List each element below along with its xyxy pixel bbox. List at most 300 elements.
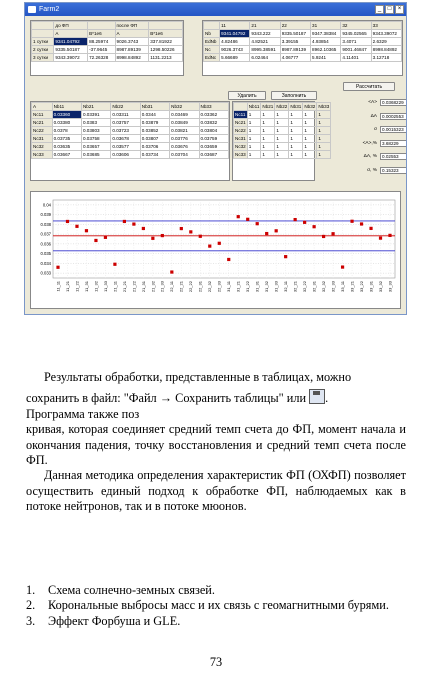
table-row[interactable] xyxy=(204,38,402,46)
table-row[interactable] xyxy=(32,135,229,143)
table-cell[interactable]: 4.11401 xyxy=(341,54,371,62)
table-cell[interactable]: EdNb xyxy=(204,38,220,46)
data-point xyxy=(123,220,126,223)
table-cell[interactable]: -37.9645 xyxy=(88,46,115,54)
table-cell[interactable]: 3.4071 xyxy=(341,38,371,46)
data-point xyxy=(331,232,334,235)
table-cell[interactable]: 1 xyxy=(275,119,289,127)
table-cell[interactable]: 1 xyxy=(289,135,303,143)
data-point xyxy=(237,215,240,218)
data-point xyxy=(322,235,325,238)
table-cell[interactable]: Nc33 xyxy=(235,152,246,157)
summary-label: <A>,% xyxy=(362,140,377,146)
x-tick-label: 11_32 xyxy=(93,281,99,292)
table-row[interactable] xyxy=(32,143,229,151)
table-cell[interactable]: Nc22 xyxy=(235,128,246,133)
summary-value[interactable]: 0.0015323 xyxy=(380,126,407,133)
data-point xyxy=(66,220,69,223)
app-icon xyxy=(28,6,36,13)
table-cell[interactable]: 1 xyxy=(247,111,261,119)
table-cell[interactable]: 0.03759 xyxy=(199,135,228,143)
table-cell[interactable]: 0.03879 xyxy=(140,119,169,127)
table-cell[interactable]: 337.81922 xyxy=(149,38,183,46)
page-number: 73 xyxy=(209,655,223,669)
x-tick-label: 33_22 xyxy=(358,281,364,293)
data-point xyxy=(189,230,192,233)
x-tick-label: 31_11 xyxy=(226,281,232,292)
table-cell[interactable]: 0.03849 xyxy=(170,119,199,127)
y-tick-label: 0.04 xyxy=(42,202,51,208)
table-header[interactable]: Nb32 xyxy=(304,104,316,109)
data-point xyxy=(265,232,268,235)
data-point xyxy=(227,258,230,261)
table-row[interactable] xyxy=(204,30,402,38)
table-cell[interactable]: Nc11 xyxy=(32,111,53,119)
table-header[interactable]: Nb33 xyxy=(318,104,330,109)
table-row[interactable] xyxy=(32,38,183,46)
x-tick-label: 32_31 xyxy=(311,281,317,293)
table-cell[interactable]: 1 xyxy=(317,135,331,143)
data-point xyxy=(75,225,78,228)
table-cell[interactable]: Nc21 xyxy=(32,119,53,127)
x-tick-label: 32_32 xyxy=(321,281,326,293)
list-number: 1. xyxy=(26,583,36,597)
y-tick-label: 0.034 xyxy=(40,260,51,266)
table-cell[interactable]: 1 xyxy=(317,127,331,135)
table-header[interactable]: 31 xyxy=(311,22,341,30)
table-cell[interactable]: 1 xyxy=(317,151,331,159)
table-cell[interactable]: 0.03735 xyxy=(52,135,81,143)
x-tick-label: 11_31 xyxy=(83,281,89,292)
table-cell[interactable]: 1 xyxy=(289,119,303,127)
data-point xyxy=(170,270,173,273)
table-header[interactable]: 33 xyxy=(371,22,401,30)
table-cell[interactable]: 1 xyxy=(247,127,261,135)
table-cell[interactable]: 1 сутки xyxy=(32,38,54,46)
table-cell[interactable]: 1 xyxy=(317,143,331,151)
x-tick-label: 32_21 xyxy=(292,281,298,293)
table-cell[interactable]: 0.03360 xyxy=(52,111,81,119)
table-subheader[interactable]: A xyxy=(54,30,88,38)
table-cell[interactable]: 1 xyxy=(261,127,275,135)
table-cell[interactable]: 0.03803 xyxy=(81,127,110,135)
table-cell[interactable]: 9347.38384 xyxy=(311,30,341,38)
table-cell[interactable]: 9001.46847 xyxy=(341,46,371,54)
list-text: Эффект Форбуша и GLE. xyxy=(48,613,181,628)
table-cell[interactable]: Nc32 xyxy=(32,143,53,151)
list-text: Схема солнечно-земных связей. xyxy=(48,583,215,597)
table-row[interactable] xyxy=(204,46,402,54)
table-cell[interactable]: 9335.50187 xyxy=(54,46,88,54)
data-point xyxy=(303,221,306,224)
table-cell[interactable]: 0.03678 xyxy=(111,135,140,143)
list-item xyxy=(26,583,406,598)
table-cell[interactable]: 0.03657 xyxy=(81,143,110,151)
table-cell[interactable]: 1 xyxy=(247,151,261,159)
summary-row xyxy=(355,126,407,133)
table-cell[interactable]: 1 xyxy=(303,119,317,127)
table-cell[interactable]: 0.03687 xyxy=(199,151,228,159)
data-point xyxy=(104,236,107,239)
summary-value[interactable]: 0.0368229 xyxy=(380,99,407,106)
summary-label: σ, % xyxy=(367,167,377,173)
recalculate-button[interactable]: Рассчитать xyxy=(343,82,395,91)
table-cell[interactable]: 0.03704 xyxy=(170,151,199,159)
table-cell[interactable]: 1 xyxy=(303,135,317,143)
table-cell[interactable]: 4.82521 xyxy=(250,38,280,46)
x-tick-label: 21_21 xyxy=(121,281,127,293)
x-tick-label: 31_21 xyxy=(235,281,241,293)
summary-value[interactable]: 0.02553 xyxy=(380,153,407,160)
data-point xyxy=(246,218,249,221)
table-header[interactable]: Nb11 xyxy=(248,104,260,109)
table-cell[interactable]: 1 xyxy=(289,143,303,151)
table-cell[interactable]: Nc33 xyxy=(32,151,53,159)
table-cell[interactable]: 1 xyxy=(275,127,289,135)
x-tick-label: 31_32 xyxy=(264,281,270,293)
table-row[interactable] xyxy=(32,127,229,135)
data-point xyxy=(313,225,316,228)
summary-row xyxy=(355,140,407,147)
data-point xyxy=(142,227,145,230)
table-cell[interactable]: 1 xyxy=(261,119,275,127)
table-cell[interactable]: 0.03804 xyxy=(199,127,228,135)
table-header[interactable]: Nb31 xyxy=(140,103,169,111)
table-header[interactable]: Nb33 xyxy=(199,103,228,111)
table-row[interactable] xyxy=(234,111,331,119)
x-tick-label: 31_33 xyxy=(273,281,279,293)
table-subheader[interactable]: B*1e6 xyxy=(88,30,115,38)
table-row[interactable] xyxy=(234,151,331,159)
table-cell[interactable]: 5.9241 xyxy=(311,54,341,62)
x-tick-label: 32_22 xyxy=(302,281,308,293)
summary-row xyxy=(355,99,407,106)
table-cell[interactable]: 1 xyxy=(303,111,317,119)
table-cell[interactable]: 1 xyxy=(261,151,275,159)
table-cell[interactable]: 0.03734 xyxy=(140,151,169,159)
table-cell[interactable]: 8962.10365 xyxy=(311,46,341,54)
data-point xyxy=(208,245,211,248)
table-cell[interactable]: 0.03852 xyxy=(140,127,169,135)
table-cell[interactable]: 1 xyxy=(247,143,261,151)
x-tick-label: 31_22 xyxy=(245,281,251,293)
table-cell[interactable]: 8995.38591 xyxy=(250,46,280,54)
table-cell[interactable]: 72.26328 xyxy=(88,54,115,62)
table-header[interactable] xyxy=(32,22,54,30)
x-tick-label: 22_22 xyxy=(188,281,194,293)
table-cell[interactable]: 0.0344 xyxy=(140,111,169,119)
table-cell[interactable]: 2 сутки xyxy=(32,46,54,54)
table-header[interactable]: Nb11 xyxy=(52,103,81,111)
paragraph-1: Результаты обработки, представленные в таблицах, можно xyxy=(44,370,352,384)
table-cell[interactable]: 9341.04792 xyxy=(220,30,250,38)
x-tick-label: 11_33 xyxy=(102,281,108,292)
table-header[interactable]: A xyxy=(32,103,53,111)
x-tick-label: 33_21 xyxy=(349,281,355,293)
minimize-button[interactable]: _ xyxy=(375,5,384,14)
x-tick-label: 33_33 xyxy=(387,281,393,293)
table-header[interactable]: Nb21 xyxy=(81,103,110,111)
table-header[interactable]: до ФП xyxy=(54,22,88,30)
summary-label: ΔA, % xyxy=(363,154,377,159)
table-cell[interactable]: 9343.39072 xyxy=(371,30,401,38)
table-subheader[interactable]: B*1e6 xyxy=(149,30,183,38)
fill-button[interactable]: Заполнить xyxy=(271,91,317,100)
table-header[interactable] xyxy=(88,22,115,30)
table-cell[interactable]: 3.39155 xyxy=(280,38,310,46)
data-point xyxy=(275,229,278,232)
data-point xyxy=(341,265,344,268)
table-cell[interactable]: 0.03723 xyxy=(111,127,140,135)
data-point xyxy=(369,227,372,230)
table-cell[interactable]: 0.03676 xyxy=(170,143,199,151)
table-cell[interactable]: 0.03606 xyxy=(111,151,140,159)
table-row[interactable] xyxy=(234,127,331,135)
table-cell[interactable]: 0.0383 xyxy=(81,119,110,127)
table-header[interactable]: 22 xyxy=(280,22,310,30)
table-cell[interactable]: 5.66689 xyxy=(220,54,250,62)
delete-button[interactable]: Удалить xyxy=(228,91,266,100)
summary-value[interactable]: 0.0002553 xyxy=(380,113,407,120)
table-cell[interactable]: 0.03659 xyxy=(199,143,228,151)
mask-table[interactable] xyxy=(232,101,330,181)
data-point xyxy=(132,222,135,225)
data-point xyxy=(94,239,97,242)
table-row[interactable] xyxy=(32,54,183,62)
farm2-window xyxy=(24,2,407,315)
table-row[interactable] xyxy=(32,111,229,119)
paragraph-4: кривая, которая соединяет средний темп счета до ФП, момент начала и окончания падения, точку восстановления и средний темп счета после ФП. xyxy=(26,422,406,468)
table-cell[interactable]: 9345.02565 xyxy=(341,30,371,38)
ratio-chart xyxy=(30,191,401,309)
table-cell[interactable]: 1 xyxy=(275,143,289,151)
y-tick-label: 0.033 xyxy=(40,270,51,276)
table-cell[interactable]: 0.03667 xyxy=(52,151,81,159)
table-cell[interactable]: 4.06777 xyxy=(280,54,310,62)
table-cell[interactable]: 0.03685 xyxy=(81,151,110,159)
x-tick-label: 22_33 xyxy=(216,281,222,293)
table-cell[interactable]: 0.03362 xyxy=(199,111,228,119)
summary-row xyxy=(355,113,407,120)
x-tick-label: 21_22 xyxy=(131,281,137,293)
table-cell[interactable]: 1298.50226 xyxy=(149,46,183,54)
list-item xyxy=(26,614,406,629)
data-point xyxy=(218,242,221,245)
table-cell[interactable]: Nc11 xyxy=(235,112,246,117)
table-cell[interactable]: 9343.39072 xyxy=(54,54,88,62)
table-cell[interactable]: 1 xyxy=(247,119,261,127)
table-row[interactable] xyxy=(32,151,229,159)
table-row[interactable] xyxy=(32,46,183,54)
document-body xyxy=(26,370,406,515)
table-cell[interactable]: 1 xyxy=(303,127,317,135)
table-cell[interactable]: 0.03758 xyxy=(81,135,110,143)
table-cell[interactable]: 1 xyxy=(275,111,289,119)
table-cell[interactable]: 1131.2213 xyxy=(149,54,183,62)
table-row[interactable] xyxy=(32,119,229,127)
data-point xyxy=(151,237,154,240)
table-cell[interactable]: 8987.89139 xyxy=(280,46,310,54)
x-tick-label: 33_32 xyxy=(377,281,383,293)
table-cell[interactable]: 8987.89139 xyxy=(115,46,149,54)
y-tick-label: 0.035 xyxy=(40,251,51,257)
summary-value[interactable]: 3.68229 xyxy=(380,140,407,147)
y-tick-label: 0.037 xyxy=(40,231,51,237)
table-cell[interactable]: 9026.3743 xyxy=(115,38,149,46)
table-cell[interactable]: 3 сутки xyxy=(32,54,54,62)
maximize-button[interactable]: □ xyxy=(385,5,394,14)
period: . xyxy=(325,391,329,406)
x-tick-label: 11_11 xyxy=(55,281,61,292)
table-cell[interactable]: 0.03380 xyxy=(52,119,81,127)
summary-label: σ xyxy=(374,127,377,132)
x-tick-label: 21_31 xyxy=(140,281,146,293)
table-cell[interactable]: 9341.04792 xyxy=(54,38,88,46)
table-cell[interactable]: Nc22 xyxy=(32,127,53,135)
data-point xyxy=(85,229,88,232)
table-cell[interactable]: 0.03821 xyxy=(170,127,199,135)
reference-list xyxy=(26,583,406,629)
table-header[interactable]: Nb21 xyxy=(262,104,274,109)
table-header[interactable]: после ФП xyxy=(115,22,149,30)
data-point xyxy=(350,220,353,223)
data-point xyxy=(360,222,363,225)
table-subheader[interactable] xyxy=(32,30,54,38)
table-row[interactable] xyxy=(204,54,402,62)
table-header[interactable]: Nb31 xyxy=(290,104,302,109)
table-cell[interactable]: Nc31 xyxy=(235,136,246,141)
table-cell[interactable]: 1 xyxy=(303,143,317,151)
table-cell[interactable]: 1 xyxy=(289,127,303,135)
x-tick-label: 22_21 xyxy=(178,281,184,293)
data-point xyxy=(113,263,116,266)
y-tick-label: 0.036 xyxy=(40,241,51,247)
x-tick-label: 31_31 xyxy=(254,281,260,293)
x-tick-label: 22_11 xyxy=(169,281,175,292)
table-subheader[interactable]: A xyxy=(115,30,149,38)
list-item xyxy=(26,598,406,613)
table-header[interactable]: Nb22 xyxy=(111,103,140,111)
table-cell[interactable]: 88.25974 xyxy=(88,38,115,46)
paragraph-2 xyxy=(26,389,406,406)
table-cell[interactable]: 9343.222 xyxy=(250,30,280,38)
x-tick-label: 33_31 xyxy=(368,281,374,293)
table-cell[interactable]: 1 xyxy=(261,135,275,143)
counts-table[interactable] xyxy=(202,20,403,76)
close-button[interactable]: × xyxy=(395,5,404,14)
table-cell[interactable]: 1 xyxy=(261,111,275,119)
table-cell[interactable]: 1 xyxy=(289,151,303,159)
table-cell[interactable]: 0.03469 xyxy=(170,111,199,119)
title-bar[interactable] xyxy=(25,3,406,16)
table-header[interactable]: 21 xyxy=(250,22,280,30)
table-cell[interactable]: 0.03757 xyxy=(111,119,140,127)
x-tick-label: 21_32 xyxy=(150,281,156,293)
summary-row xyxy=(355,167,407,174)
table-cell[interactable]: 9335.50187 xyxy=(280,30,310,38)
table-cell[interactable]: 1 xyxy=(289,111,303,119)
table-row[interactable] xyxy=(234,143,331,151)
table-header[interactable] xyxy=(234,103,248,111)
table-header[interactable] xyxy=(204,22,220,30)
table-cell[interactable]: 4.82486 xyxy=(220,38,250,46)
summary-label: ΔA xyxy=(370,113,377,119)
table-header[interactable] xyxy=(149,22,183,30)
ratio-table[interactable] xyxy=(30,101,230,181)
x-tick-label: 11_22 xyxy=(74,281,80,292)
table-cell[interactable]: 1 xyxy=(275,135,289,143)
table-header[interactable]: 32 xyxy=(341,22,371,30)
table-cell[interactable]: 1 xyxy=(275,151,289,159)
paragraph-3: Программа также поз xyxy=(26,406,140,421)
data-point xyxy=(379,237,382,240)
table-cell[interactable]: 0.03391 xyxy=(81,111,110,119)
list-number: 3. xyxy=(26,613,36,628)
chart-svg xyxy=(31,192,400,308)
table-header[interactable]: Nb32 xyxy=(170,103,199,111)
x-tick-label: 21_33 xyxy=(159,281,165,293)
table-cell[interactable]: 0.03807 xyxy=(140,135,169,143)
data-point xyxy=(256,222,259,225)
table-cell[interactable]: 0.03577 xyxy=(111,143,140,151)
table-cell[interactable]: 0.03776 xyxy=(170,135,199,143)
table-header[interactable]: 11 xyxy=(220,22,250,30)
table-cell[interactable]: 2.6329 xyxy=(371,38,401,46)
x-tick-label: 21_11 xyxy=(112,281,118,292)
table-cell[interactable]: 4.93854 xyxy=(311,38,341,46)
table-cell[interactable]: 1 xyxy=(261,143,275,151)
table-cell[interactable]: 1 xyxy=(317,111,331,119)
table-cell[interactable]: 6.02464 xyxy=(250,54,280,62)
table-cell[interactable]: 1 xyxy=(303,151,317,159)
table-cell[interactable]: 8998.84892 xyxy=(371,46,401,54)
x-tick-label: 11_21 xyxy=(64,281,70,292)
table-cell[interactable]: 1 xyxy=(317,119,331,127)
table-header[interactable]: Nb22 xyxy=(276,104,288,109)
y-tick-label: 0.039 xyxy=(40,212,51,218)
table-cell[interactable]: Nc21 xyxy=(235,120,246,125)
table-row[interactable] xyxy=(234,119,331,127)
table-cell[interactable]: 0.03832 xyxy=(199,119,228,127)
data-point xyxy=(294,218,297,221)
list-text: Корональные выбросы масс и их связь с геомагнитными бурями. xyxy=(48,598,389,613)
table-cell[interactable]: 1 xyxy=(247,135,261,143)
table-row[interactable] xyxy=(234,135,331,143)
table-cell[interactable]: Nc xyxy=(204,46,220,54)
summary-value[interactable]: 0.15323 xyxy=(380,167,407,174)
table-cell[interactable]: 0.03635 xyxy=(52,143,81,151)
table-cell[interactable]: 8998.84892 xyxy=(115,54,149,62)
list-number: 2. xyxy=(26,598,36,613)
floppy-disk-icon xyxy=(309,389,325,404)
table-cell[interactable]: 0.03706 xyxy=(140,143,169,151)
table-cell[interactable]: 3.12718 xyxy=(371,54,401,62)
x-tick-label: 32_33 xyxy=(330,281,336,293)
summary-row xyxy=(355,153,407,160)
table-cell[interactable]: 0.03311 xyxy=(111,111,140,119)
before-after-table[interactable] xyxy=(30,20,184,76)
table-cell[interactable]: 0.0378 xyxy=(52,127,81,135)
window-title: Farm2 xyxy=(39,6,60,13)
table-cell[interactable]: 9026.3743 xyxy=(220,46,250,54)
summary-label: <A> xyxy=(368,100,377,105)
table-cell[interactable]: EdNc xyxy=(204,54,220,62)
x-tick-label: 22_31 xyxy=(197,281,203,293)
data-point xyxy=(161,234,164,237)
table-cell[interactable]: Nc31 xyxy=(32,135,53,143)
table-cell[interactable]: Nb xyxy=(204,30,220,38)
table-cell[interactable]: Nc32 xyxy=(235,144,246,149)
